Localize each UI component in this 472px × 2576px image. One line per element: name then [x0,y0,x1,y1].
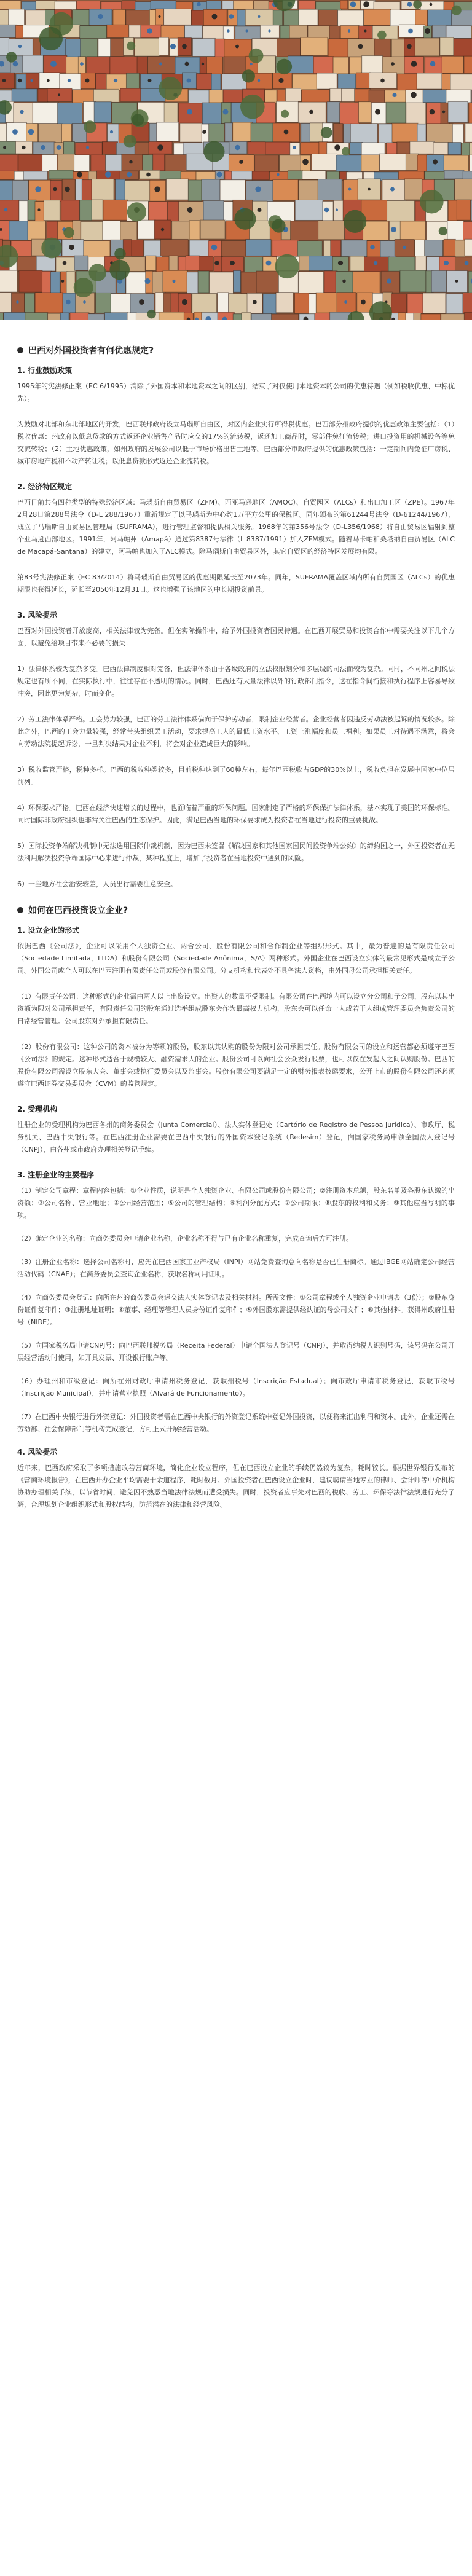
paragraph: （2）股份有限公司：这种公司的资本被分为等额的股份，股东以其认购的股份为限对公司承担责任。股份有限公司的设立和运营都必须遵守巴西《公司法》的规定。这种形式适合于规模较大、融资需求大的企业。股份公司可以向社会公众发行股票，也可以仅在发起人之间认购股份。巴西的股份有限公司需设立股东大会、董事会或执行委员会以及监事会。股份有限公司要满足一定的财务报表披露要求，公开上市的股份有限公司还必须遵守巴西证券交易委员会（CVM）的监管规定。 [17,1043,455,1088]
paragraph: 4）环保要求严格。巴西在经济快速增长的过程中，也面临着严重的环保问题。国家制定了严格的环保保护法律体系，基本实现了美国的环保标准。同时国际非政府组织也非常关注巴西的生态保护。因此，满足巴西当地的环保要求成为投资者在当地进行投资的重要挑战。 [17,804,455,824]
paragraph: 近年来，巴西政府采取了多项措施改善营商环境，简化企业设立程序，但在巴西设立企业的手续仍然较为复杂，耗时较长。根据世界银行发布的《营商环境报告》，在巴西开办企业平均需要十余道程序，耗时数月。外国投资者在巴西设立企业时，建议聘请当地专业的律师、会计师等中介机构协助办理相关手续，以节省时间，避免因不熟悉当地法律法规而遭受损失。同时，投资者应事先对巴西的税收、劳工、环保等法律法规进行充分了解，合理规划企业组织形式和股权结构，防范潜在的法律和经营风险。 [17,1464,455,1509]
paragraph: （4）向商务委员会登记：向所在州的商务委员会递交法人实体登记表及相关材料。所需文件：①公司章程或个人独资企业申请表（3份）；②股东身份证件复印件；③注册地址证明；④董事、经理等管理人员身份证件复印件；⑤外国股东需提供经认证的母公司文件；⑥其他材料。获得州政府注册号（NIRE）。 [17,1294,455,1326]
hero-image [0,0,472,320]
article-body [0,320,472,1511]
paragraph: （2）确定企业的名称：向商务委员会申请企业名称，企业名称不得与已有企业名称重复，完成查询后方可注册。 [17,1235,353,1243]
bullet-dot-icon [17,347,23,353]
paragraph: 注册企业的受理机构为巴西各州的商务委员会（Junta Comercial）、法人实体登记处（Cartório de Registro de Pessoa Jurídica）、市政厅、税务机关、巴西中央银行等。在巴西注册企业需要在巴西中央银行的外国资本登记系统（Redesim）登记，向国家税务局申领全国法人登记号（CNPJ），由各州或市政府办理相关登记手续。 [17,1121,455,1153]
section-2-title: 如何在巴西投资设立企业? [17,904,455,916]
section-2-sub-1-heading: 1. 设立企业的形式 [17,926,80,935]
paragraph: 5）国际投资争端解决机制中无法选用国际仲裁机制，因为巴西未签署《解决国家和其他国家国民间投资争端公约》的缔约国之一，外国投资者在无法利用解决投资争端国际中心来进行仲裁，某种程度上，增加了投资者在当地投资中遇到的风险。 [17,842,455,862]
paragraph: 依据巴西《公司法》，企业可以采用个人独资企业、两合公司、股份有限公司和合作制企业等组织形式。其中，最为普遍的是有限责任公司（Sociedade Limitada，LTDA）和股份有限公司（Sociedade Anônima，S/A）两种形式。外国企业在巴西设立实体的最常见形式是成立子公司。外国公司或个人可以在巴西注册有限责任公司或股份有限公司。分支机构和代表处不具备法人资格，由外国母公司承担相关责任。 [17,942,455,975]
paragraph: （7）在巴西中央银行进行外资登记：外国投资者需在巴西中央银行的外资登记系统中登记外国投资，以便将来汇出利润和资本。此外，企业还需在劳动部、社会保障部门等机构完成登记，方可正式开展经营活动。 [17,1413,455,1433]
paragraph: 3）税收监管严格，税种多样。巴西的税收种类较多，目前税种达到了60种左右，每年巴西税收占GDP的30%以上，税收负担在发展中国家中位居前列。 [17,766,455,786]
section-2-sub-3-heading: 3. 注册企业的主要程序 [17,1171,95,1179]
rooftops [0,0,472,320]
paragraph: （3）注册企业名称：选择公司名称时，应先在巴西国家工业产权局（INPI）网站免费查询意向名称是否已注册商标。通过IBGE网站确定公司经营活动代码（CNAE）；在商务委员会查询企业名称，获取名称可用证明。 [17,1258,455,1278]
paragraph: （1）有限责任公司：这种形式的企业需由两人以上出资设立。出资人的数量不受限制。有限公司在巴西境内可以设立分公司和子公司，股东以其出资额为限对公司承担责任，有限责任公司的股东通过选举组成股东会作为最高权力机构，股东会可以任命一人或若干人组成管理委员会负责公司的日常经营管理。公司股东对外承担有限责任。 [17,992,455,1025]
section-2-sub-4-heading: 4. 风险提示 [17,1448,58,1456]
section-2-sub-2-heading: 2. 受理机构 [17,1105,58,1113]
section-1-sub-2-heading: 2. 经济特区规定 [17,482,73,491]
paragraph: 1）法律体系较为复杂多变。巴西法律制度相对完备，但法律体系由于各级政府的立法权限划分和多层级的司法而较为复杂。同时，不同州之间税法规定也有所不同，在实际执行中，往往存在不透明的情况。同时，巴西还有大量法律以外的行政部门指令，这在指令间衔接和执行程序上容易导致冲突，因此更为复杂，时而变化。 [17,665,455,697]
bullet-dot-icon [17,907,23,913]
paragraph: （5）向国家税务局申请CNPJ号：向巴西联邦税务局（Receita Federal）申请全国法人登记号（CNPJ），并取得纳税人识别号码，该号码在公司开展经营活动时使用，如开具发票、开设银行账户等。 [17,1341,455,1362]
section-1-sub-3-heading: 3. 风险提示 [17,611,58,619]
section-1-sub-1-heading: 1. 行业鼓励政策 [17,366,73,375]
paragraph: （1）制定公司章程：章程内容包括：①企业性质，说明是个人独资企业、有限公司或股份有限公司；②注册资本总额，股东名单及各股东认缴的出资额；③公司名称、营业地址；④公司经营范围；⑤公司的管理结构；⑥利润分配方式；⑦公司期限；⑧股东的权利和义务；⑨其他应当写明的事项。 [17,1187,455,1219]
paragraph: 巴西对外国投资者开放度高，相关法律较为完备。但在实际操作中，给予外国投资者国民待遇。在巴西开展贸易和投资合作中需要关注以下几个方面，以避免给项目带来不必要的损失： [17,627,455,647]
paragraph: 1995年的宪法修正案（EC 6/1995）消除了外国资本和本地资本之间的区别，结束了对仅使用本地资本的公司的优惠待遇（例如税收优惠、中标优先）。 [17,382,455,402]
paragraph: 第83号宪法修正案（EC 83/2014）将马瑙斯自由贸易区的优惠期限延长至2073年。同年，SUFRAMA覆盖区域内所有自贸园区（ALCs）的优惠期限也获得延长，延长至2050年12月31日。这也增强了该地区的中长期投资前景。 [17,573,455,594]
paragraph: （6）办理州和市级登记：向所在州财政厅申请州税务登记，获取州税号（Inscrição Estadual）；向市政厅申请市税务登记，获取市税号（Inscrição Municipal），并申请营业执照（Alvará de Funcionamento）。 [17,1377,455,1397]
paragraph: 6）一些地方社会治安较差，人员出行需要注意安全。 [17,880,177,888]
paragraph: 巴西目前共有四种类型的特殊经济区域：马瑙斯自由贸易区（ZFM）、西亚马逊地区（AMOC）、自贸园区（ALCs）和出口加工区（ZPE）。1967年2月28日第288号法令（D-L 288/1967）重新规定了以马瑙斯为中心约1万平方公里的保税区。同年颁布的第61244号法令（D-61244/1967），成立了马瑙斯自由贸易区管理局（SUFRAMA），进行管理监督和提供相关服务。1968年的第356号法令（D-L356/1968）将自由贸易区辐射到整个亚马逊西部地区。1991年，阿马帕州（Amapá）通过第8387号法律（L 8387/1991）加入ZFM模式。随着马卡帕和桑塔纳自由贸易区（ALC de Macapá-Santana）的建立，阿马帕也加入了ALC模式。除马瑙斯自由贸易区外，其它自贸区的经济特区发展均有限。 [17,498,455,556]
favela-aerial-picture [0,0,472,320]
paragraph: 为鼓励对北部和东北部地区的开发，巴西联邦政府设立马瑙斯自由区，对区内企业实行所得税优惠。巴西部分州政府提供的优惠政策主要包括：（1）税收优惠：州政府以低息贷款的方式返还企业销售产品时应交的17%的流转税，返还加工商品时，零部件免征流转税；进口投资用的机械设备等免交流转税；（2）土地优惠政策，如州政府的发展公司以低于市场价格出售土地等。巴西部分市政府提供的优惠政策包括：一定期间内免征厂房税、城市房地产税和不动产转让税；以低息贷款形式返还企业流转税。 [17,420,455,465]
paragraph: 2）劳工法律体系严格。工会势力较强，巴西的劳工法律体系偏向于保护劳动者，限制企业经营者。企业经营者因违反劳动法被起诉的情况较多。除此之外，巴西的工会力量较强，经常带头组织罢工活动，要求提高工人的最低工资水平、工资上涨幅度和员工福利。如果员工对待遇不满意，将会向劳动法院提起诉讼，一旦判决结果对企业不利，将会对企业造成巨大的影响。 [17,715,455,748]
section-1-title: 巴西对外国投资者有何优惠规定? [17,344,455,356]
